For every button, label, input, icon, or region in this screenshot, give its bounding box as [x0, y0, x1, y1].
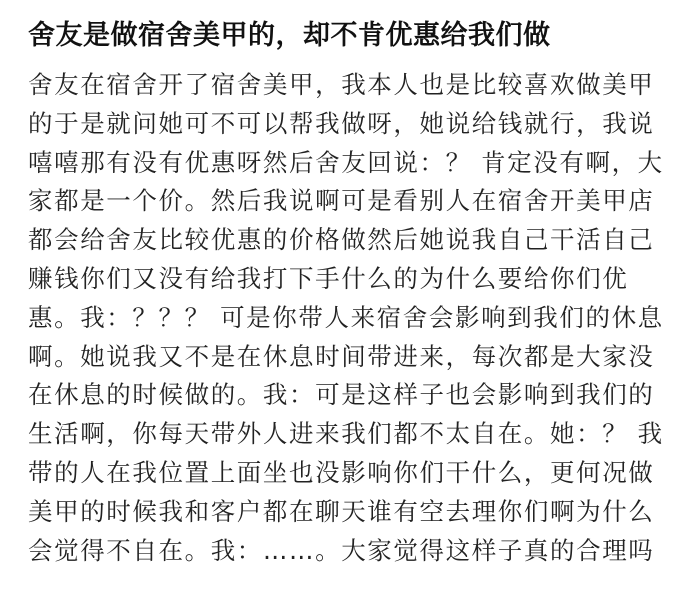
post-line: 生活啊，你每天带外人进来我们都不太自在。她：？ 我 — [28, 419, 664, 449]
post-content — [28, 14, 662, 570]
post-line: 啊。她说我又不是在休息时间带进来，每次都是大家没 — [28, 341, 655, 371]
post-line: 嘻嘻那有没有优惠呀然后舍友回说：？ 肯定没有啊，大 — [28, 147, 664, 177]
post-line: 带的人在我位置上面坐也没影响你们干什么，更何况做 — [28, 457, 655, 487]
post-body — [28, 66, 662, 570]
post-title: 舍友是做宿舍美甲的，却不肯优惠给我们做 — [28, 20, 551, 51]
post-line: 的于是就问她可不可以帮我做呀，她说给钱就行，我说 — [28, 108, 655, 138]
post-line: 家都是一个价。然后我说啊可是看别人在宿舍开美甲店 — [28, 186, 655, 216]
post-line: 在休息的时候做的。我：可是这样子也会影响到我们的 — [28, 380, 655, 410]
post-line: 都会给舍友比较优惠的价格做然后她说我自己干活自己 — [28, 225, 655, 255]
post-line: 赚钱你们又没有给我打下手什么的为什么要给你们优 — [28, 263, 629, 293]
post-line: 舍友在宿舍开了宿舍美甲，我本人也是比较喜欢做美甲 — [28, 70, 655, 99]
post-line: 美甲的时候我和客户都在聊天谁有空去理你们啊为什么 — [28, 496, 655, 526]
post-line: 惠。我：？？？ 可是你带人来宿舍会影响到我们的休息 — [28, 302, 664, 332]
post-line: 会觉得不自在。我：……。大家觉得这样子真的合理吗 — [28, 535, 655, 565]
